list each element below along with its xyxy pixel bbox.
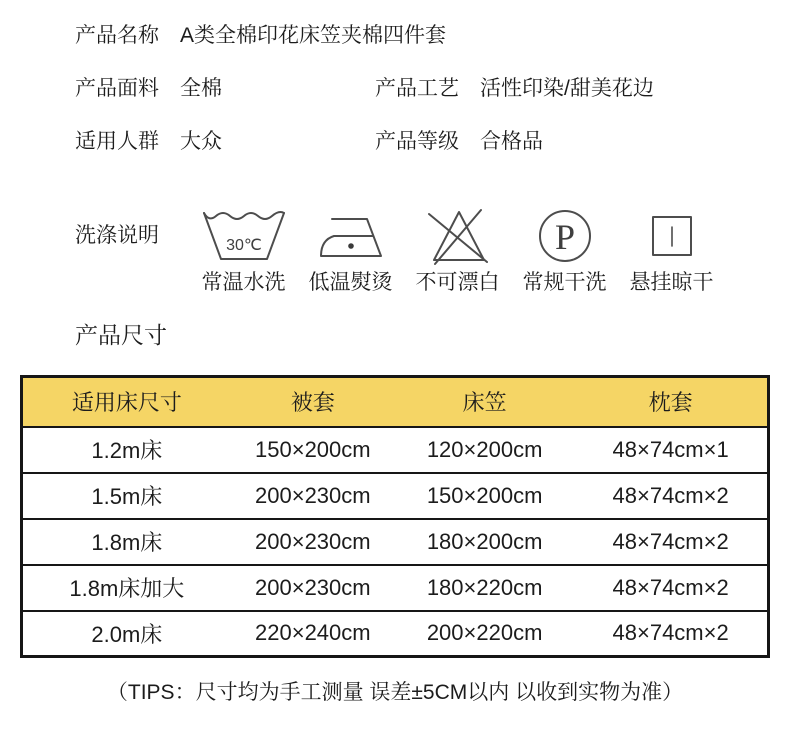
washing-item-hang-dry [618,204,725,296]
dry-clean-p-icon [511,204,618,268]
size-cell: 120×200cm [426,436,543,462]
fabric-pair [75,76,375,102]
table-row [22,519,769,565]
washing-item-low-iron [297,204,404,296]
wash-caption: 低温熨烫 [308,271,393,294]
svg-text:30℃: 30℃ [225,237,262,254]
size-table-header-duvet: 被套 [290,390,335,416]
craft-value: 活性印染/甜美花边 [480,77,654,100]
size-cell: 150×200cm [255,436,371,462]
audience-pair [75,129,375,155]
wash-caption: 常温水洗 [201,271,286,294]
table-row [22,611,769,657]
table-row [22,565,769,611]
size-cell: 200×230cm [255,574,371,600]
table-row [22,473,769,519]
washing-instructions-section [75,204,790,296]
audience-grade-row [75,129,790,155]
size-cell: 48×74cm×2 [612,574,729,600]
size-cell: 200×230cm [255,528,371,554]
size-cell: 48×74cm×2 [612,528,729,554]
size-cell: 1.8m床加大 [69,576,185,601]
wash-caption: 常规干洗 [522,271,607,294]
fabric-label: 产品面料 [75,77,159,100]
product-name-value: A类全棉印花床笠夹棉四件套 [180,24,447,47]
size-cell: 48×74cm×2 [612,620,729,646]
wash-caption: 悬挂晾干 [629,271,714,294]
fabric-craft-row [75,76,790,102]
fabric-value: 全棉 [180,77,222,100]
size-cell: 150×200cm [426,482,543,508]
hang-dry-icon [618,204,725,268]
size-table-header-bed: 适用床尺寸 [71,390,182,416]
size-cell: 200×230cm [255,482,371,508]
product-name-row [75,0,790,49]
size-cell: 48×74cm×1 [612,436,729,462]
size-cell: 220×240cm [255,620,371,646]
grade-value: 合格品 [480,130,543,153]
grade-label: 产品等级 [375,130,459,153]
wash-30c-icon [190,204,297,268]
size-cell: 200×220cm [426,620,543,646]
table-row [22,427,769,473]
size-cell: 180×220cm [426,574,543,600]
no-bleach-icon [404,204,511,268]
washing-item-normal-wash [190,204,297,296]
grade-pair [375,129,543,155]
tips-note: （TIPS：尺寸均为手工测量 误差±5CM以内 以收到实物为准） [106,681,684,704]
size-cell: 180×200cm [426,528,543,554]
product-name-label: 产品名称 [75,24,159,47]
svg-text:P: P [554,217,575,257]
size-section-title: 产品尺寸 [75,322,167,348]
audience-value: 大众 [180,130,222,153]
audience-label: 适用人群 [75,130,159,153]
product-name-pair [75,23,446,49]
size-table-header-pillow: 枕套 [648,390,693,416]
iron-low-temp-icon [297,204,404,268]
size-cell: 48×74cm×2 [612,482,729,508]
size-cell: 2.0m床 [91,621,163,647]
craft-label: 产品工艺 [375,77,459,100]
washing-item-no-bleach [404,204,511,296]
size-table [20,375,770,658]
size-table-header-row [22,377,769,427]
size-cell: 1.5m床 [91,484,163,509]
washing-item-dry-clean [511,204,618,296]
size-cell: 1.2m床 [91,438,163,463]
washing-label: 洗涤说明 [75,224,159,247]
craft-pair [375,76,654,102]
wash-caption: 不可漂白 [415,271,500,294]
size-table-header-sheet: 床笠 [462,390,507,416]
size-cell: 1.8m床 [91,530,163,555]
